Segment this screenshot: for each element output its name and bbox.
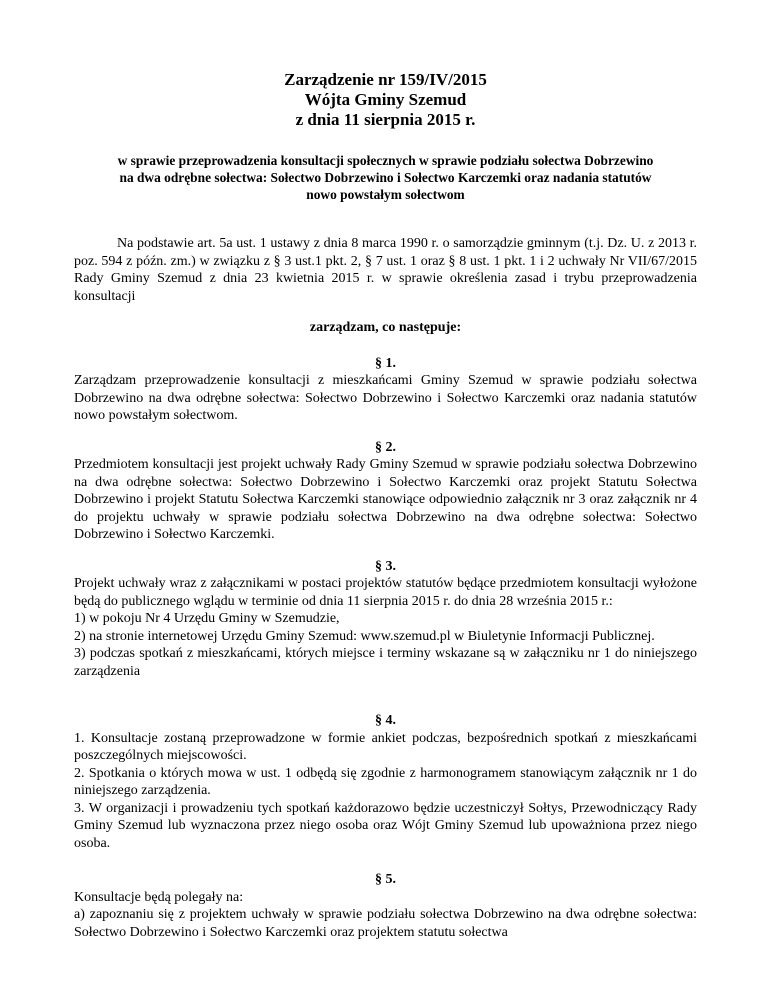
- document-title: [74, 70, 697, 130]
- section-4-heading: § 4.: [375, 713, 396, 728]
- document-page: [74, 0, 697, 941]
- section-5-intro: Konsultacje będą polegały na:: [74, 889, 244, 905]
- subtitle-line-1: w sprawie przeprowadzenia konsultacji społecznych w sprawie podziału sołectwa Dobrzewino: [117, 153, 654, 168]
- section-2-text: Przedmiotem konsultacji jest projekt uchwały Rady Gminy Szemud w sprawie podziału sołectwa Dobrzewino na dwa odrębne sołectwa: Sołectwo Dobrzewino i Sołectwo Karczemki oraz projekt Statutu Sołectwa Dobrzewino i projekt Statutu Sołectwa Karczemki stanowiące odpowiednio załącznik nr 3 oraz załącznik nr 4 do projektu uchwały w sprawie podziału sołectwa Dobrzewino na dwa odrębne sołectwa: Sołectwo Dobrzewino i Sołectwo Karczemki.: [74, 457, 697, 542]
- title-line-1: Zarządzenie nr 159/IV/2015: [284, 70, 487, 89]
- subtitle-line-2: na dwa odrębne sołectwa: Sołectwo Dobrzewino i Sołectwo Karczemki oraz nadania statutów: [119, 170, 652, 185]
- section-1-text: Zarządzam przeprowadzenie konsultacji z mieszkańcami Gminy Szemud w sprawie podziału sołectwa Dobrzewino na dwa odrębne sołectwa: Sołectwo Dobrzewino i Sołectwo Karczemki oraz nadania statutów nowo powstałym sołectwom.: [74, 373, 697, 423]
- section-2-heading: § 2.: [375, 439, 396, 455]
- decree-statement: zarządzam, co następuje:: [309, 320, 462, 335]
- title-line-3: z dnia 11 sierpnia 2015 r.: [295, 110, 476, 129]
- section-3-item-2: 2) na stronie internetowej Urzędu Gminy Szemud: www.szemud.pl w Biuletynie Informacji Publicznej.: [74, 628, 655, 644]
- section-1-heading: § 1.: [375, 355, 396, 371]
- title-line-2: Wójta Gminy Szemud: [304, 90, 467, 109]
- section-3-heading: § 3.: [375, 558, 396, 574]
- document-subtitle: [74, 152, 697, 203]
- section-3-intro: Projekt uchwały wraz z załącznikami w postaci projektów statutów będące przedmiotem konsultacji wyłożone będą do publicznego wglądu w terminie od dnia 11 sierpnia 2015 r. do dnia 28 września 2015 r.:: [74, 576, 697, 609]
- section-4-item-2: 2. Spotkania o których mowa w ust. 1 odbędą się zgodnie z harmonogramem stanowiącym załącznik nr 1 do niniejszego zarządzenia.: [74, 765, 697, 798]
- subtitle-line-3: nowo powstałym sołectwom: [306, 187, 465, 202]
- section-4-item-3: 3. W organizacji i prowadzeniu tych spotkań każdorazowo będzie uczestniczył Sołtys, Przewodniczący Rady Gminy Szemud lub wyznaczona przez niego osoba oraz Wójt Gminy Szemud lub upoważniona przez niego osoba.: [74, 800, 697, 851]
- section-5-heading: § 5.: [375, 872, 396, 887]
- legal-basis-paragraph: Na podstawie art. 5a ust. 1 ustawy z dnia 8 marca 1990 r. o samorządzie gminnym (t.j. Dz. U. z 2013 r. poz. 594 z późn. zm.) w związku z § 3 ust.1 pkt. 2, § 7 ust. 1 oraz § 8 ust. 1 pkt. 1 i 2 uchwały Nr VII/67/2015 Rady Gminy Szemud z dnia 23 kwietnia 2015 r. w sprawie określenia zasad i trybu przeprowadzenia konsultacji: [74, 236, 697, 304]
- section-4-item-1: 1. Konsultacje zostaną przeprowadzone w formie ankiet podczas, bezpośrednich spotkań z mieszkańcami poszczególnych miejscowości.: [74, 730, 697, 763]
- section-3-item-3: 3) podczas spotkań z mieszkańcami, których miejsce i terminy wskazane są w załączniku nr 1 do niniejszego zarządzenia: [74, 646, 697, 679]
- section-3-item-1: 1) w pokoju Nr 4 Urzędu Gminy w Szemudzie,: [74, 611, 340, 626]
- section-5-item-a: a) zapoznaniu się z projektem uchwały w sprawie podziału sołectwa Dobrzewino na dwa odrębne sołectwa: Sołectwo Dobrzewino i Sołectwo Karczemki oraz projektem statutu sołectwa: [74, 907, 697, 940]
